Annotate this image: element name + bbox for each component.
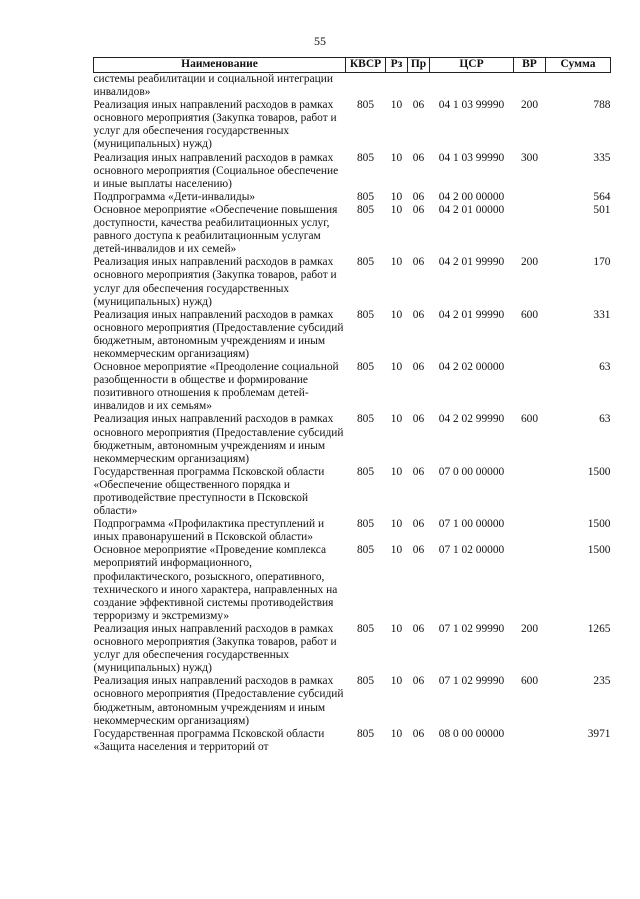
budget-table bbox=[93, 57, 611, 754]
cell-pr: 06 bbox=[412, 544, 425, 557]
cell-name: Реализация иных направлений расходов в рамках основного мероприятия (Социальное обеспечение и иные выплаты населению) bbox=[93, 151, 339, 190]
cell-rz: 10 bbox=[390, 727, 403, 740]
cell-vr bbox=[514, 361, 546, 413]
cell-pr bbox=[408, 73, 430, 100]
cell-rz: 10 bbox=[390, 190, 403, 203]
cell-sum: 63 bbox=[599, 413, 611, 426]
cell-name: Реализация иных направлений расходов в рамках основного мероприятия (Предоставление субсидий бюджетным, автономным учреждениям и иным некоммерческим организациям) bbox=[93, 308, 344, 360]
cell-pr: 06 bbox=[412, 622, 425, 635]
cell-kvsr: 805 bbox=[356, 256, 375, 269]
cell-name: Реализация иных направлений расходов в рамках основного мероприятия (Предоставление субсидий бюджетным, автономным учреждениям и иным некоммерческим организациям) bbox=[93, 675, 344, 727]
cell-vr bbox=[514, 73, 546, 100]
cell-name: Государственная программа Псковской области «Обеспечение общественного порядка и противодействие преступности в Псковской области» bbox=[93, 465, 325, 518]
cell-csr: 04 2 00 00000 bbox=[438, 190, 505, 203]
cell-pr: 06 bbox=[412, 151, 425, 164]
cell-kvsr: 805 bbox=[356, 151, 375, 164]
cell-kvsr: 805 bbox=[356, 518, 375, 531]
cell-rz: 10 bbox=[390, 413, 403, 426]
cell-csr: 04 2 01 00000 bbox=[438, 203, 505, 216]
cell-vr bbox=[514, 544, 546, 623]
cell-csr: 07 0 00 00000 bbox=[438, 465, 505, 478]
cell-csr bbox=[430, 73, 514, 100]
cell-rz: 10 bbox=[390, 675, 403, 688]
cell-rz: 10 bbox=[390, 518, 403, 531]
table-row bbox=[94, 544, 611, 623]
header-kvsr: КВСР bbox=[346, 58, 386, 73]
table-row bbox=[94, 728, 611, 754]
cell-sum: 1265 bbox=[587, 622, 611, 635]
cell-csr: 04 2 02 99990 bbox=[438, 413, 505, 426]
table-row bbox=[94, 204, 611, 256]
cell-name: Реализация иных направлений расходов в рамках основного мероприятия (Предоставление субсидий бюджетным, автономным учреждениям и иным некоммерческим организациям) bbox=[93, 413, 344, 465]
table-body bbox=[94, 73, 611, 754]
cell-vr: 300 bbox=[520, 151, 539, 164]
cell-pr: 06 bbox=[412, 413, 425, 426]
cell-vr bbox=[514, 518, 546, 544]
cell-vr bbox=[514, 191, 546, 204]
cell-name: системы реабилитации и социальной интеграции инвалидов» bbox=[93, 73, 333, 99]
cell-rz: 10 bbox=[390, 622, 403, 635]
cell-pr: 06 bbox=[412, 518, 425, 531]
cell-name: Основное мероприятие «Преодоление социальной разобщенности в обществе и формирование позитивного отношения к проблемам детей-инвалидов и их семьям» bbox=[93, 361, 339, 413]
cell-name: Реализация иных направлений расходов в рамках основного мероприятия (Закупка товаров, работ и услуг для обеспечения государственных (муниципальных) нужд) bbox=[93, 622, 337, 675]
cell-rz bbox=[386, 73, 408, 100]
header-rz: Рз bbox=[386, 58, 408, 73]
cell-csr: 04 2 02 00000 bbox=[438, 361, 505, 374]
cell-csr: 04 2 01 99990 bbox=[438, 256, 505, 269]
header-sum: Сумма bbox=[546, 58, 611, 73]
cell-vr bbox=[514, 466, 546, 518]
cell-sum: 501 bbox=[593, 203, 611, 216]
header-name: Наименование bbox=[94, 58, 346, 73]
cell-sum: 63 bbox=[599, 361, 611, 374]
table-row bbox=[94, 361, 611, 413]
cell-sum: 335 bbox=[593, 151, 611, 164]
table-row bbox=[94, 152, 611, 191]
cell-sum: 3971 bbox=[587, 727, 611, 740]
cell-vr bbox=[514, 728, 546, 754]
header-pr: Пр bbox=[408, 58, 430, 73]
cell-pr: 06 bbox=[412, 361, 425, 374]
table-row bbox=[94, 73, 611, 100]
cell-vr: 200 bbox=[520, 622, 539, 635]
cell-vr: 600 bbox=[520, 675, 539, 688]
cell-name: Реализация иных направлений расходов в рамках основного мероприятия (Закупка товаров, работ и услуг для обеспечения государственных (муниципальных) нужд) bbox=[93, 256, 337, 308]
cell-rz: 10 bbox=[390, 544, 403, 557]
table-row bbox=[94, 675, 611, 727]
cell-vr: 200 bbox=[520, 256, 539, 269]
header-csr: ЦСР bbox=[430, 58, 514, 73]
cell-csr: 07 1 02 99990 bbox=[438, 675, 505, 688]
cell-pr: 06 bbox=[412, 190, 425, 203]
cell-rz: 10 bbox=[390, 256, 403, 269]
cell-kvsr: 805 bbox=[356, 190, 375, 203]
cell-sum: 235 bbox=[593, 675, 611, 688]
table-header-row bbox=[94, 58, 611, 73]
cell-name: Основное мероприятие «Проведение комплекса мероприятий информационного, профилактического, розыскного, оперативного, технического и иного характера, направленных на создание эффективной системы противодействия терроризму и экстремизму» bbox=[93, 544, 338, 622]
table-row bbox=[94, 99, 611, 151]
cell-sum: 564 bbox=[593, 190, 611, 203]
cell-pr: 06 bbox=[412, 465, 425, 478]
cell-kvsr: 805 bbox=[356, 99, 375, 112]
cell-csr: 04 1 03 99990 bbox=[438, 151, 505, 164]
cell-vr: 200 bbox=[520, 99, 539, 112]
cell-csr: 07 1 02 99990 bbox=[438, 622, 505, 635]
cell-rz: 10 bbox=[390, 151, 403, 164]
cell-name: Реализация иных направлений расходов в рамках основного мероприятия (Закупка товаров, работ и услуг для обеспечения государственных (муниципальных) нужд) bbox=[93, 99, 337, 151]
cell-kvsr: 805 bbox=[356, 413, 375, 426]
cell-sum: 170 bbox=[593, 256, 611, 269]
cell-pr: 06 bbox=[412, 727, 425, 740]
cell-kvsr bbox=[346, 73, 386, 100]
cell-name: Государственная программа Псковской области «Защита населения и территорий от bbox=[93, 727, 325, 753]
cell-sum bbox=[546, 73, 611, 100]
cell-kvsr: 805 bbox=[356, 727, 375, 740]
cell-vr: 600 bbox=[520, 413, 539, 426]
table-row bbox=[94, 413, 611, 465]
cell-kvsr: 805 bbox=[356, 308, 375, 321]
table-row bbox=[94, 623, 611, 675]
cell-pr: 06 bbox=[412, 256, 425, 269]
cell-kvsr: 805 bbox=[356, 622, 375, 635]
cell-rz: 10 bbox=[390, 308, 403, 321]
cell-kvsr: 805 bbox=[356, 361, 375, 374]
cell-rz: 10 bbox=[390, 99, 403, 112]
table-row bbox=[94, 191, 611, 204]
cell-sum: 331 bbox=[593, 308, 611, 321]
cell-kvsr: 805 bbox=[356, 544, 375, 557]
cell-csr: 04 1 03 99990 bbox=[438, 99, 505, 112]
cell-name: Подпрограмма «Профилактика преступлений и иных правонарушений в Псковской области» bbox=[93, 518, 325, 544]
cell-name: Основное мероприятие «Обеспечение повышения доступности, качества реабилитационных услуг, равного доступа к реабилитационным услугам детей-инвалидов и их семей» bbox=[93, 203, 338, 256]
cell-pr: 06 bbox=[412, 308, 425, 321]
table-row bbox=[94, 518, 611, 544]
cell-sum: 1500 bbox=[587, 465, 611, 478]
page-number: 55 bbox=[314, 34, 326, 48]
cell-csr: 04 2 01 99990 bbox=[438, 308, 505, 321]
cell-vr bbox=[514, 204, 546, 256]
cell-pr: 06 bbox=[412, 99, 425, 112]
cell-name: Подпрограмма «Дети-инвалиды» bbox=[93, 190, 256, 203]
cell-kvsr: 805 bbox=[356, 203, 375, 216]
cell-rz: 10 bbox=[390, 361, 403, 374]
table-row bbox=[94, 309, 611, 361]
cell-rz: 10 bbox=[390, 203, 403, 216]
cell-sum: 788 bbox=[593, 99, 611, 112]
header-vr: ВР bbox=[514, 58, 546, 73]
cell-sum: 1500 bbox=[587, 518, 611, 531]
cell-csr: 08 0 00 00000 bbox=[438, 727, 505, 740]
table-row bbox=[94, 256, 611, 308]
cell-kvsr: 805 bbox=[356, 675, 375, 688]
cell-sum: 1500 bbox=[587, 544, 611, 557]
cell-pr: 06 bbox=[412, 203, 425, 216]
cell-rz: 10 bbox=[390, 465, 403, 478]
cell-csr: 07 1 00 00000 bbox=[438, 518, 505, 531]
cell-kvsr: 805 bbox=[356, 465, 375, 478]
cell-csr: 07 1 02 00000 bbox=[438, 544, 505, 557]
cell-pr: 06 bbox=[412, 675, 425, 688]
cell-vr: 600 bbox=[520, 308, 539, 321]
table-row bbox=[94, 466, 611, 518]
